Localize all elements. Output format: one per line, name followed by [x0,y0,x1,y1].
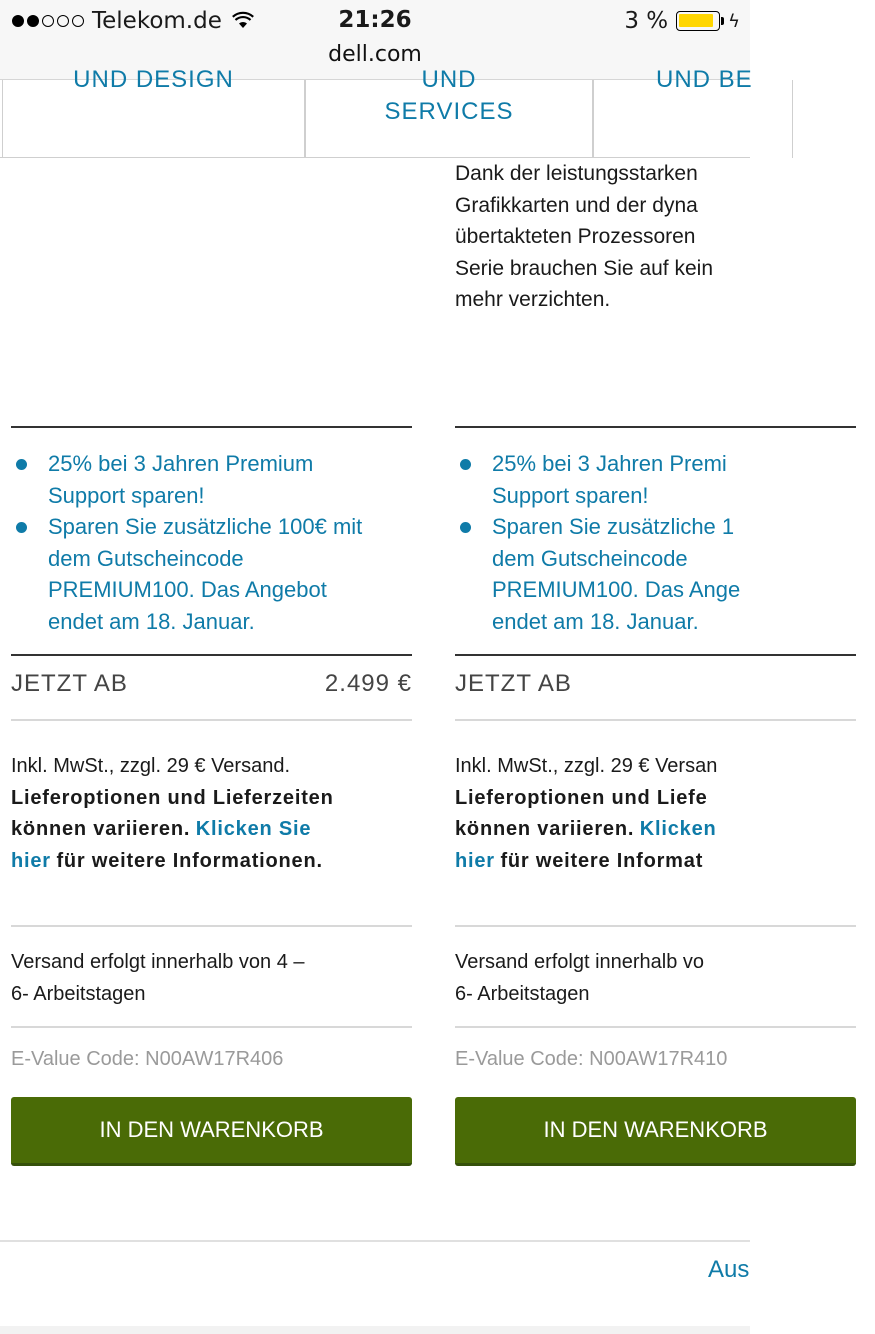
shipping-cost: Inkl. MwSt., zzgl. 29 € Versand. [11,755,291,777]
promo-item [11,511,431,637]
divider [11,654,412,656]
promo-item [11,448,431,511]
delivery-options-text: können variieren. [455,818,635,840]
shipping-cost: Inkl. MwSt., zzgl. 29 € Versan [455,755,718,777]
divider [11,426,412,428]
delivery-options-text: für weitere Informat [500,849,704,872]
add-to-cart-button[interactable]: IN DEN WARENKORB [11,1097,412,1166]
battery-icon [676,11,720,31]
charging-icon: ϟ [728,10,740,32]
promo-text: Sparen Sie zusätzliche 100€ mit dem Gutscheincode PREMIUM100. Das Angebot endet am 18. Januar. [48,514,363,634]
divider [11,925,412,927]
divider [455,1026,856,1028]
price-row [455,670,856,706]
category-tabs [0,66,753,158]
more-info-link[interactable]: hier [455,849,495,872]
divider [455,426,856,428]
promo-item [455,511,875,637]
shipping-info [11,751,411,877]
promo-item [455,448,875,511]
add-to-cart-button[interactable]: IN DEN WARENKORB [455,1097,856,1166]
promo-text: 25% bei 3 Jahren Premi Support sparen! [492,451,727,508]
evalue-label: E-Value Code: [455,1048,584,1070]
tab-next[interactable] [593,66,793,158]
tab-label: UND BE [656,66,753,93]
divider [455,925,856,927]
delivery-options-text: können variieren. [11,818,191,840]
bullet-icon [460,459,471,470]
price-value: 2.499 € [324,670,412,697]
delivery-options-text: Lieferoptionen und Lieferzeiten [11,786,334,809]
promo-list [11,448,431,637]
divider [455,719,856,721]
price-label: JETZT AB [455,670,572,697]
footer-link[interactable]: Aus [708,1256,750,1283]
product-description: Dank der leistungsstarken Grafikkarten und der dyna übertakteten Prozessoren Serie brauchen Sie auf kein mehr verzichten. [455,162,713,311]
promo-text: 25% bei 3 Jahren Premium Support sparen! [48,451,314,508]
divider [455,654,856,656]
bullet-icon [16,459,27,470]
bullet-icon [460,522,471,533]
bottom-bar [0,1326,750,1334]
price-label: JETZT AB [11,670,128,697]
divider [11,719,412,721]
tab-label: UND [421,66,477,93]
delivery-options-text: für weitere Informationen. [56,849,323,872]
delivery-options-text: Lieferoptionen und Liefe [455,786,708,809]
divider [11,1026,412,1028]
promo-list [455,448,875,637]
delivery-time: Versand erfolgt innerhalb vo 6- Arbeitstagen [455,951,705,1005]
more-info-link[interactable]: hier [11,849,51,872]
battery-percent: 3 % [624,8,669,34]
battery-indicator [624,8,740,34]
tab-services[interactable] [305,66,593,158]
evalue-code [455,1048,727,1071]
tab-label: SERVICES [384,98,514,125]
more-info-link[interactable]: Klicken Sie [195,818,312,840]
delivery-time: Versand erfolgt innerhalb von 4 – 6- Arbeitstagen [11,951,305,1005]
evalue-code [11,1048,283,1071]
evalue-value: N00AW17R406 [145,1048,284,1070]
bullet-icon [16,522,27,533]
more-info-link[interactable]: Klicken [639,818,717,840]
section-divider [0,1240,750,1242]
promo-text: Sparen Sie zusätzliche 1 dem Gutscheincode PREMIUM100. Das Ange endet am 18. Januar. [492,514,741,634]
evalue-label: E-Value Code: [11,1048,140,1070]
price-row [11,670,412,706]
shipping-info [455,751,855,877]
tab-design[interactable] [2,66,305,158]
clock: 21:26 [338,7,412,33]
tab-label: UND DESIGN [73,66,234,93]
carrier-name: Telekom.de [92,8,222,34]
evalue-value: N00AW17R410 [589,1048,728,1070]
address-bar-url[interactable]: dell.com [328,42,422,67]
